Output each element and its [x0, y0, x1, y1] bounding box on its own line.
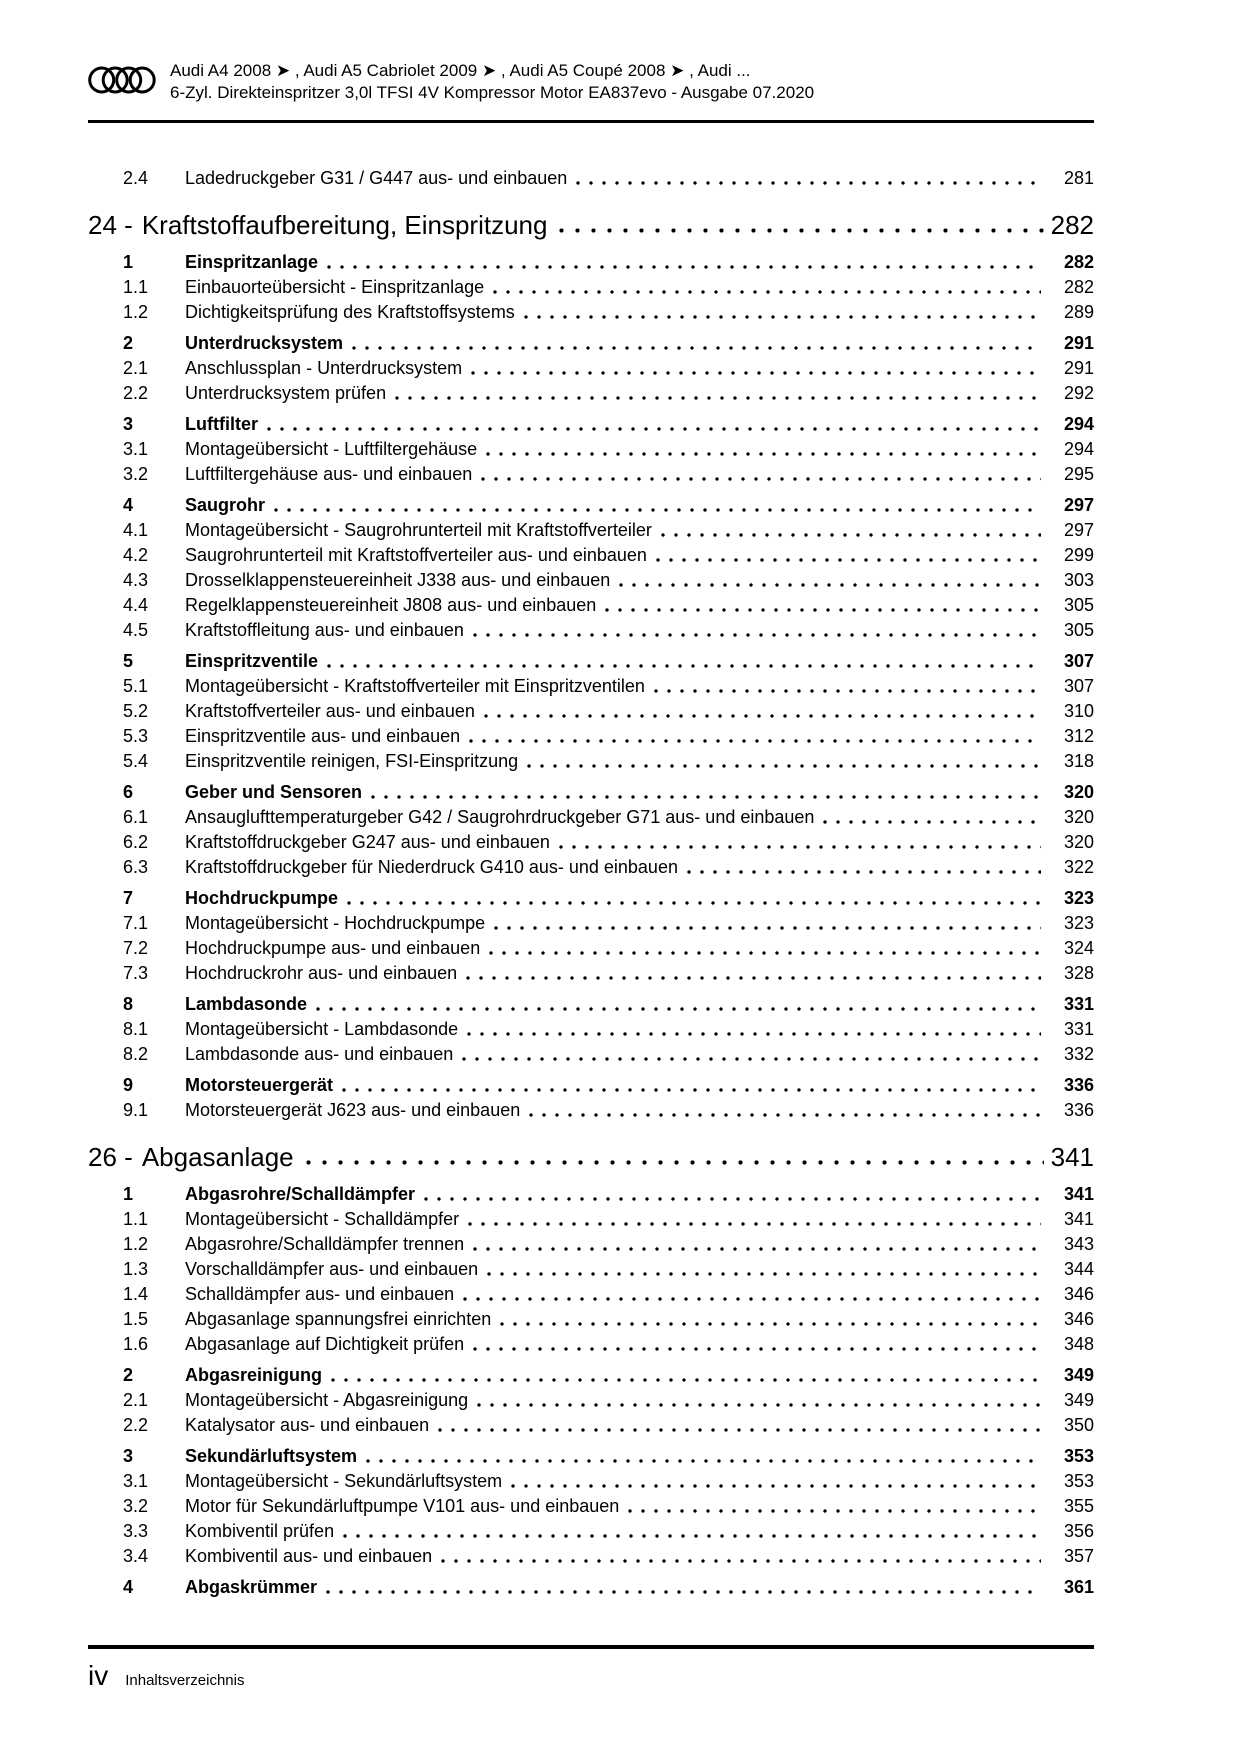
toc-entry-title: Einbauorteübersicht - Einspritzanlage: [185, 277, 485, 297]
toc-entry-number: 4: [123, 1577, 134, 1597]
toc-entry-title: Hochdruckpumpe aus- und einbauen: [185, 938, 481, 958]
toc-entry-number: 1.2: [123, 1234, 149, 1254]
toc-entry: [88, 493, 1094, 518]
toc-entry: [88, 961, 1094, 986]
toc-entry-page: 324: [1063, 938, 1094, 958]
toc-entry: [88, 437, 1094, 462]
toc-entry-title: Anschlussplan - Unterdrucksystem: [185, 358, 463, 378]
toc-entry-number: 4.3: [123, 570, 149, 590]
toc-entry: [88, 1017, 1094, 1042]
toc-entry: [88, 1413, 1094, 1438]
toc-entry: [88, 724, 1094, 749]
toc-entry-page: 307: [1063, 651, 1094, 671]
toc-entry: [88, 780, 1094, 805]
toc-entry-page: 353: [1063, 1446, 1094, 1466]
toc-entry-title: Kombiventil aus- und einbauen: [185, 1546, 433, 1566]
dot-leader: [654, 674, 1041, 699]
toc-entry: [88, 1232, 1094, 1257]
toc-entry: [88, 1575, 1094, 1600]
footer-label: Inhaltsverzeichnis: [125, 1672, 245, 1689]
toc-entry-page: 305: [1063, 595, 1094, 615]
toc-entry-page: 310: [1063, 701, 1094, 721]
dot-leader: [527, 749, 1041, 774]
toc-entry-number: 3: [123, 1446, 134, 1466]
toc-entry-page: 346: [1063, 1284, 1094, 1304]
toc-entry: [88, 568, 1094, 593]
toc-entry-title: Motor für Sekundärluftpumpe V101 aus- und einbauen: [185, 1496, 620, 1516]
toc-entry-page: 323: [1063, 888, 1094, 908]
toc-entry-page: 322: [1063, 857, 1094, 877]
toc-entry-title: Kraftstoffdruckgeber für Niederdruck G410 aus- und einbauen: [185, 857, 678, 877]
toc-entry: [88, 593, 1094, 618]
toc-entry-number: 2.4: [123, 168, 149, 188]
toc-entry-number: 8: [123, 994, 134, 1014]
toc-entry-title: Ansauglufttemperaturgeber G42 / Saugrohrdruckgeber G71 aus- und einbauen: [185, 807, 815, 827]
dot-leader: [628, 1494, 1041, 1519]
toc-entry-number: 1.1: [123, 1209, 149, 1229]
toc-entry-number: 3.1: [123, 1471, 149, 1491]
page-header: [88, 60, 1094, 104]
toc-entry-page: 299: [1063, 545, 1094, 565]
toc-entry: [88, 1182, 1094, 1207]
dot-leader: [529, 1098, 1041, 1123]
toc-entry: [88, 1388, 1094, 1413]
toc-entry-page: 349: [1063, 1365, 1094, 1385]
toc-entry-number: 26 -: [88, 1142, 133, 1172]
toc-entry-page: 312: [1063, 726, 1094, 746]
toc-entry-title: Regelklappensteuereinheit J808 aus- und einbauen: [185, 595, 597, 615]
footer-page-number: iv: [88, 1660, 109, 1691]
toc-entry-page: 353: [1063, 1471, 1094, 1491]
toc-entry-title: Ladedruckgeber G31 / G447 aus- und einbauen: [185, 168, 568, 188]
toc-entry: [88, 1141, 1094, 1173]
toc-entry-number: 6.2: [123, 832, 149, 852]
toc-entry-title: Abgasreinigung: [185, 1365, 323, 1385]
toc-entry-title: Abgasanlage spannungsfrei einrichten: [185, 1309, 492, 1329]
toc-entry-number: 3.3: [123, 1521, 149, 1541]
toc-entry: [88, 699, 1094, 724]
toc-entry-title: Montageübersicht - Abgasreinigung: [185, 1390, 469, 1410]
dot-leader: [661, 518, 1041, 543]
dot-leader: [559, 209, 1044, 241]
toc-entry-number: 5.2: [123, 701, 149, 721]
toc-entry: [88, 543, 1094, 568]
toc-entry-number: 1.6: [123, 1334, 149, 1354]
dot-leader: [327, 649, 1041, 674]
toc-entry-number: 4.1: [123, 520, 149, 540]
dot-leader: [395, 381, 1041, 406]
toc-entry-page: 282: [1063, 277, 1094, 297]
dot-leader: [823, 805, 1041, 830]
toc-entry: [88, 381, 1094, 406]
dot-leader: [463, 1282, 1041, 1307]
dot-leader: [326, 1575, 1041, 1600]
dot-leader: [331, 1363, 1041, 1388]
toc-entry-title: Einspritzventile aus- und einbauen: [185, 726, 461, 746]
dot-leader: [267, 412, 1041, 437]
toc-entry: [88, 649, 1094, 674]
toc-entry: [88, 250, 1094, 275]
toc-entry-page: 318: [1063, 751, 1094, 771]
toc-entry-title: Lambdasonde: [185, 994, 308, 1014]
toc-entry-page: 349: [1063, 1390, 1094, 1410]
toc-entry-number: 3: [123, 414, 134, 434]
toc-entry: [88, 805, 1094, 830]
toc-entry-page: 343: [1063, 1234, 1094, 1254]
toc-entry-title: Einspritzventile reinigen, FSI-Einspritzung: [185, 751, 519, 771]
toc-entry-page: 294: [1063, 439, 1094, 459]
toc-entry-number: 5.3: [123, 726, 149, 746]
toc-entry-page: 341: [1050, 1142, 1094, 1172]
toc-entry-number: 9.1: [123, 1100, 149, 1120]
dot-leader: [524, 300, 1041, 325]
dot-leader: [466, 961, 1041, 986]
toc-entry: [88, 911, 1094, 936]
toc-entry-number: 4.4: [123, 595, 149, 615]
toc-entry: [88, 518, 1094, 543]
toc-entry-page: 282: [1063, 252, 1094, 272]
dot-leader: [342, 1073, 1041, 1098]
toc-entry: [88, 830, 1094, 855]
toc-entry-title: Montageübersicht - Saugrohrunterteil mit Kraftstoffverteiler: [185, 520, 652, 540]
dot-leader: [576, 166, 1041, 191]
dot-leader: [471, 356, 1041, 381]
toc-entry-page: 357: [1063, 1546, 1094, 1566]
dot-leader: [500, 1307, 1041, 1332]
toc-entry-number: 2: [123, 1365, 134, 1385]
toc-entry-title: Kraftstoffdruckgeber G247 aus- und einbauen: [185, 832, 550, 852]
toc-entry-number: 1.1: [123, 277, 149, 297]
toc-entry: [88, 1307, 1094, 1332]
dot-leader: [481, 462, 1041, 487]
dot-leader: [274, 493, 1041, 518]
toc-entry-number: 4: [123, 495, 134, 515]
toc-entry-number: 2.2: [123, 1415, 149, 1435]
toc-list: [88, 166, 1094, 1600]
toc-entry-page: 305: [1063, 620, 1094, 640]
toc-entry-number: 5.4: [123, 751, 149, 771]
toc-entry-page: 291: [1063, 358, 1094, 378]
toc-entry-number: 8.1: [123, 1019, 149, 1039]
toc-entry-number: 2.2: [123, 383, 149, 403]
toc-entry: [88, 1332, 1094, 1357]
toc-entry-title: Kraftstoffverteiler aus- und einbauen: [185, 701, 475, 721]
toc-entry-title: Kraftstoffaufbereitung, Einspritzung: [141, 210, 548, 240]
toc-entry: [88, 275, 1094, 300]
toc-entry-number: 6: [123, 782, 134, 802]
toc-entry: [88, 1207, 1094, 1232]
toc-entry-number: 8.2: [123, 1044, 149, 1064]
toc-entry: [88, 209, 1094, 241]
dot-leader: [656, 543, 1041, 568]
toc-entry-number: 1.3: [123, 1259, 149, 1279]
dot-leader: [687, 855, 1041, 880]
dot-leader: [494, 911, 1041, 936]
toc-entry-title: Motorsteuergerät J623 aus- und einbauen: [185, 1100, 521, 1120]
toc-entry-page: 289: [1063, 302, 1094, 322]
toc-entry: [88, 1282, 1094, 1307]
header-divider: [88, 120, 1094, 123]
header-engine-line: 6-Zyl. Direkteinspritzer 3,0l TFSI 4V Kompressor Motor EA837evo - Ausgabe 07.2020: [170, 83, 815, 102]
dot-leader: [424, 1182, 1041, 1207]
dot-leader: [462, 1042, 1041, 1067]
dot-leader: [366, 1444, 1041, 1469]
toc-entry: [88, 1444, 1094, 1469]
toc-entry-title: Sekundärluftsystem: [185, 1446, 358, 1466]
dot-leader: [605, 593, 1041, 618]
dot-leader: [467, 1017, 1041, 1042]
toc-entry-number: 2.1: [123, 358, 149, 378]
toc-entry-page: 348: [1063, 1334, 1094, 1354]
toc-entry-page: 294: [1063, 414, 1094, 434]
dot-leader: [469, 724, 1041, 749]
toc-entry-number: 5: [123, 651, 134, 671]
toc-entry: [88, 855, 1094, 880]
toc-entry-title: Abgasanlage: [141, 1142, 294, 1172]
toc-entry-page: 346: [1063, 1309, 1094, 1329]
toc-entry-title: Montageübersicht - Luftfiltergehäuse: [185, 439, 478, 459]
toc-entry: [88, 331, 1094, 356]
toc-entry-page: 341: [1063, 1209, 1094, 1229]
toc-entry-title: Vorschalldämpfer aus- und einbauen: [185, 1259, 479, 1279]
toc-entry: [88, 1544, 1094, 1569]
toc-entry: [88, 1042, 1094, 1067]
dot-leader: [473, 618, 1041, 643]
toc-entry-title: Montageübersicht - Kraftstoffverteiler mit Einspritzventilen: [185, 676, 645, 696]
toc-entry-number: 6.1: [123, 807, 149, 827]
toc-entry-title: Katalysator aus- und einbauen: [185, 1415, 430, 1435]
toc-entry-title: Hochdruckpumpe: [185, 888, 339, 908]
toc-entry-title: Saugrohr: [185, 495, 266, 515]
toc-entry: [88, 749, 1094, 774]
toc-entry-title: Abgasrohre/Schalldämpfer: [185, 1184, 416, 1204]
toc-entry: [88, 1098, 1094, 1123]
toc-entry-page: 291: [1063, 333, 1094, 353]
toc-entry-page: 323: [1063, 913, 1094, 933]
toc-entry-number: 3.4: [123, 1546, 149, 1566]
dot-leader: [486, 437, 1041, 462]
toc-entry-number: 9: [123, 1075, 134, 1095]
toc-entry: [88, 992, 1094, 1017]
toc-entry-page: 344: [1063, 1259, 1094, 1279]
page-footer: [88, 1660, 244, 1692]
dot-leader: [559, 830, 1041, 855]
toc-entry-page: 297: [1063, 520, 1094, 540]
toc-entry: [88, 1363, 1094, 1388]
toc-entry-number: 1.4: [123, 1284, 149, 1304]
toc-entry: [88, 1073, 1094, 1098]
toc-entry-page: 295: [1063, 464, 1094, 484]
dot-leader: [473, 1232, 1041, 1257]
toc-entry-title: Einspritzventile: [185, 651, 319, 671]
dot-leader: [327, 250, 1041, 275]
toc-entry-title: Montageübersicht - Sekundärluftsystem: [185, 1471, 503, 1491]
toc-entry-page: 331: [1063, 994, 1094, 1014]
toc-entry-title: Kraftstoffleitung aus- und einbauen: [185, 620, 464, 640]
toc-entry-page: 336: [1063, 1075, 1094, 1095]
toc-entry-number: 7: [123, 888, 134, 908]
dot-leader: [347, 886, 1041, 911]
toc-entry-number: 5.1: [123, 676, 149, 696]
toc-entry-page: 356: [1063, 1521, 1094, 1541]
toc-entry-title: Motorsteuergerät: [185, 1075, 334, 1095]
toc-entry-title: Kombiventil prüfen: [185, 1521, 335, 1541]
toc-entry: [88, 1469, 1094, 1494]
header-text-block: [170, 60, 814, 104]
toc-entry: [88, 936, 1094, 961]
toc-entry-number: 4.2: [123, 545, 149, 565]
toc-entry-number: 6.3: [123, 857, 149, 877]
toc-entry-title: Abgasrohre/Schalldämpfer trennen: [185, 1234, 465, 1254]
toc-entry-number: 4.5: [123, 620, 149, 640]
dot-leader: [489, 936, 1041, 961]
toc-entry: [88, 1519, 1094, 1544]
toc-entry: [88, 462, 1094, 487]
toc-entry-page: 361: [1063, 1577, 1094, 1597]
toc-entry-number: 3.2: [123, 464, 149, 484]
toc-entry-title: Einspritzanlage: [185, 252, 319, 272]
header-models-line: Audi A4 2008 ➤ , Audi A5 Cabriolet 2009 ➤ , Audi A5 Coupé 2008 ➤ , Audi ...: [170, 61, 751, 80]
toc-entry: [88, 1494, 1094, 1519]
dot-leader: [473, 1332, 1041, 1357]
toc-entry-title: Abgaskrümmer: [185, 1577, 318, 1597]
toc-entry-number: 7.3: [123, 963, 149, 983]
toc-entry-page: 328: [1063, 963, 1094, 983]
toc-entry-title: Drosselklappensteuereinheit J338 aus- und einbauen: [185, 570, 611, 590]
toc-entry-page: 331: [1063, 1019, 1094, 1039]
footer-divider: [88, 1645, 1094, 1649]
toc-entry-number: 2: [123, 333, 134, 353]
toc-entry-title: Unterdrucksystem prüfen: [185, 383, 387, 403]
toc-entry: [88, 618, 1094, 643]
toc-entry-title: Montageübersicht - Schalldämpfer: [185, 1209, 460, 1229]
toc-entry-number: 24 -: [88, 210, 133, 240]
toc-entry: [88, 300, 1094, 325]
toc-entry-title: Unterdrucksystem: [185, 333, 344, 353]
toc-entry: [88, 886, 1094, 911]
toc-entry-page: 320: [1063, 782, 1094, 802]
toc-entry-number: 3.1: [123, 439, 149, 459]
dot-leader: [493, 275, 1041, 300]
toc-entry-page: 341: [1063, 1184, 1094, 1204]
toc-entry-title: Geber und Sensoren: [185, 782, 363, 802]
toc-entry-page: 320: [1063, 832, 1094, 852]
dot-leader: [438, 1413, 1041, 1438]
toc-entry-page: 303: [1063, 570, 1094, 590]
toc-entry-number: 1.5: [123, 1309, 149, 1329]
toc-entry-title: Abgasanlage auf Dichtigkeit prüfen: [185, 1334, 465, 1354]
dot-leader: [477, 1388, 1041, 1413]
audi-rings-icon: [88, 66, 156, 94]
toc-entry: [88, 356, 1094, 381]
dot-leader: [487, 1257, 1041, 1282]
toc-entry-number: 1: [123, 252, 134, 272]
toc-entry-title: Luftfilter: [185, 414, 258, 434]
dot-leader: [484, 699, 1041, 724]
dot-leader: [371, 780, 1041, 805]
toc-entry-page: 350: [1063, 1415, 1094, 1435]
toc-entry-title: Dichtigkeitsprüfung des Kraftstoffsystems: [185, 302, 515, 322]
toc-entry-number: 1.2: [123, 302, 149, 322]
toc-entry: [88, 1257, 1094, 1282]
toc-entry-title: Luftfiltergehäuse aus- und einbauen: [185, 464, 473, 484]
toc-entry-number: 7.1: [123, 913, 149, 933]
toc-entry-page: 297: [1063, 495, 1094, 515]
toc-entry: [88, 166, 1094, 191]
toc-entry-page: 292: [1063, 383, 1094, 403]
toc-entry-number: 2.1: [123, 1390, 149, 1410]
toc-entry-page: 355: [1063, 1496, 1094, 1516]
toc-entry-title: Lambdasonde aus- und einbauen: [185, 1044, 454, 1064]
toc-entry-page: 307: [1063, 676, 1094, 696]
dot-leader: [352, 331, 1041, 356]
toc-entry-page: 332: [1063, 1044, 1094, 1064]
dot-leader: [468, 1207, 1041, 1232]
dot-leader: [511, 1469, 1041, 1494]
toc-entry-number: 7.2: [123, 938, 149, 958]
toc-entry-title: Montageübersicht - Lambdasonde: [185, 1019, 459, 1039]
toc-entry-title: Schalldämpfer aus- und einbauen: [185, 1284, 455, 1304]
toc-entry: [88, 412, 1094, 437]
toc-entry-page: 336: [1063, 1100, 1094, 1120]
toc-entry-title: Saugrohrunterteil mit Kraftstoffverteiler aus- und einbauen: [185, 545, 647, 565]
dot-leader: [316, 992, 1041, 1017]
toc-entry-number: 3.2: [123, 1496, 149, 1516]
toc-entry-title: Hochdruckrohr aus- und einbauen: [185, 963, 458, 983]
toc-entry-number: 1: [123, 1184, 134, 1204]
toc-entry-page: 320: [1063, 807, 1094, 827]
toc-entry-title: Montageübersicht - Hochdruckpumpe: [185, 913, 486, 933]
dot-leader: [306, 1141, 1044, 1173]
toc-entry-page: 282: [1050, 210, 1094, 240]
dot-leader: [343, 1519, 1041, 1544]
toc-entry-page: 281: [1063, 168, 1094, 188]
toc-entry: [88, 674, 1094, 699]
dot-leader: [619, 568, 1041, 593]
dot-leader: [441, 1544, 1041, 1569]
